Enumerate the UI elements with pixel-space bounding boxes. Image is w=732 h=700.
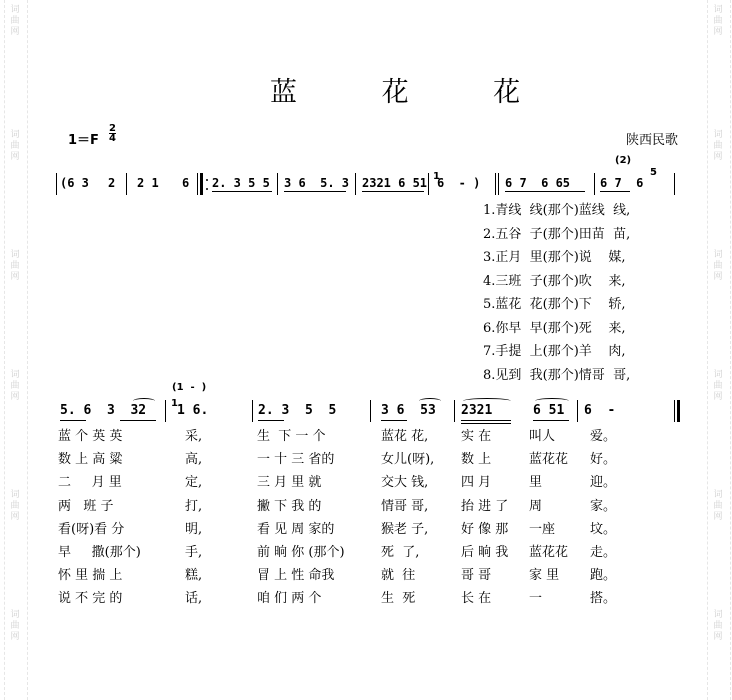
verse-tail-segment: 家 里 xyxy=(529,568,560,584)
verse-tail-segment: 里 xyxy=(529,475,543,491)
barline xyxy=(370,400,371,422)
verse-tail-segment: 女儿(呀), xyxy=(381,452,435,468)
end-bar-thin xyxy=(674,400,675,422)
verse-tail-segment: 冒 上 性 命我 xyxy=(257,568,335,584)
verse-tail-segment: 交大 钱, xyxy=(381,475,429,491)
slur xyxy=(133,398,155,404)
verse-tail-segment: 数 上 高 粱 xyxy=(58,452,123,468)
verse-head-line: 2.五谷 子(那个)田苗 苗, xyxy=(483,226,631,242)
watermark-text: 词 曲 网 xyxy=(10,250,20,282)
watermark-text: 词 曲 网 xyxy=(10,130,20,162)
slur xyxy=(419,398,441,404)
beam xyxy=(533,420,569,421)
beam xyxy=(258,420,284,421)
verse-tail-segment: 糕, xyxy=(185,568,203,584)
verse-tail-segment: 哥 哥 xyxy=(461,568,492,584)
verse-tail-segment: 生 死 xyxy=(381,591,416,607)
watermark-text: 词 曲 网 xyxy=(10,370,20,402)
verse-tail-segment: 蓝花花 xyxy=(529,545,569,560)
beam xyxy=(505,191,585,192)
verse-tail-segment: 长 在 xyxy=(461,591,492,607)
watermark-text: 词 曲 网 xyxy=(713,5,723,37)
verse-tail-segment: 周 xyxy=(529,498,543,514)
melody-note-row2-1: 5. 6 3 32 xyxy=(60,403,147,418)
intro-note-6: 3 6 5. 3 xyxy=(284,176,350,190)
tempo-mark: 1 xyxy=(433,171,440,182)
barline xyxy=(277,173,278,195)
verse-head-line: 8.见到 我(那个)情哥 哥, xyxy=(483,367,631,383)
verse-tail-segment: 采, xyxy=(185,429,203,444)
time-signature-numerator: 2 xyxy=(109,123,116,134)
barline xyxy=(165,400,166,422)
verse-tail-segment: 高, xyxy=(185,452,203,468)
verse-tail-segment: 撇 下 我 的 xyxy=(257,498,322,514)
verse-tail-segment: 定, xyxy=(185,475,203,491)
barline xyxy=(498,173,499,195)
repeat-dot xyxy=(206,179,208,181)
verse-tail-segment: 蓝花 花, xyxy=(381,429,429,444)
barline xyxy=(355,173,356,195)
beam xyxy=(212,191,272,192)
beam xyxy=(362,191,424,192)
verse-tail-segment: 打, xyxy=(185,498,203,514)
verse-tail-segment: 话, xyxy=(185,591,203,607)
verse-tail-segment: 看(呀)看 分 xyxy=(58,521,125,537)
bracket-mark: (2) xyxy=(615,155,632,166)
verse-tail-segment: 搭。 xyxy=(590,591,617,607)
verse-tail-segment: 手, xyxy=(185,545,203,560)
verse-tail-segment: 走。 xyxy=(590,545,617,560)
barline xyxy=(252,400,253,422)
verse-tail-segment: 说 不 完 的 xyxy=(58,591,123,607)
beam xyxy=(381,420,407,421)
verse-tail-segment: 一 十 三 省的 xyxy=(257,452,335,468)
verse-tail-segment: 两 班 子 xyxy=(58,498,114,514)
watermark-text: 词 曲 网 xyxy=(10,610,20,642)
verse-head-line: 7.手提 上(那个)羊 肉, xyxy=(483,344,626,359)
verse-tail-segment: 生 下 一 个 xyxy=(257,429,326,444)
verse-tail-segment: 迎。 xyxy=(590,475,617,491)
left-watermark-strip xyxy=(4,0,28,700)
beam xyxy=(284,191,346,192)
verse-tail-segment: 叫人 xyxy=(529,429,556,444)
melody-note-row2-3: 2. 3 5 5 xyxy=(258,403,337,418)
verse-tail-segment: 爱。 xyxy=(590,429,617,444)
verse-tail-segment: 死 了, xyxy=(381,545,420,560)
intro-note-4: 6 xyxy=(182,176,190,190)
verse-tail-segment: 实 在 xyxy=(461,429,492,444)
verse-tail-segment: 跑。 xyxy=(590,568,617,584)
verse-tail-segment: 蓝花花 xyxy=(529,452,569,468)
watermark-text: 词 曲 网 xyxy=(713,610,723,642)
end-bar-thick xyxy=(677,400,680,422)
verse-tail-segment: 就 往 xyxy=(381,568,416,584)
verse-head-line: 6.你早 早(那个)死 来, xyxy=(483,320,626,336)
slur xyxy=(535,398,569,404)
verse-tail-segment: 蓝 个 英 英 xyxy=(58,429,123,444)
verse-tail-segment: 家。 xyxy=(590,498,617,514)
grace-note: 5 xyxy=(650,167,657,178)
beam xyxy=(600,191,630,192)
tempo-mark: 1 xyxy=(171,398,178,409)
volta-mark: (1 - ) xyxy=(172,382,207,393)
verse-head-line: 1.青线 线(那个)蓝线 线, xyxy=(483,203,631,218)
watermark-text: 词 曲 网 xyxy=(713,250,723,282)
intro-note-8: 6 - ) xyxy=(437,176,481,190)
verse-tail-segment: 四 月 xyxy=(461,475,492,491)
verse-tail-segment: 抬 进 了 xyxy=(461,498,509,514)
intro-note-1: (6 3 xyxy=(60,176,89,190)
verse-tail-segment: 一 xyxy=(529,591,543,607)
beam xyxy=(461,423,511,424)
verse-tail-segment: 怀 里 揣 上 xyxy=(58,568,123,584)
melody-note-1: 6 7 6 65 xyxy=(505,176,571,190)
song-title: 蓝 花 花 xyxy=(270,77,559,108)
melody-note-2: 6 7 6 xyxy=(600,176,644,190)
verse-tail-segment: 三 月 里 就 xyxy=(257,475,322,491)
verse-head-line: 3.正月 里(那个)说 媒, xyxy=(483,250,626,265)
slur xyxy=(463,398,511,404)
verse-head-line: 4.三班 子(那个)吹 来, xyxy=(483,273,626,289)
verse-tail-segment: 咱 们 两 个 xyxy=(257,591,322,607)
barline xyxy=(126,173,127,195)
verse-tail-segment: 好 像 那 xyxy=(461,521,509,537)
time-signature xyxy=(109,124,116,143)
melody-note-row2-4: 3 6 53 xyxy=(381,403,436,418)
intro-note-5: 2. 3 5 5 xyxy=(212,176,270,190)
intro-note-2: 2 xyxy=(108,176,116,190)
intro-note-3: 2 1 xyxy=(137,176,159,190)
verse-tail-segment: 情哥 哥, xyxy=(381,498,429,514)
melody-note-row2-5: 2321 xyxy=(461,403,493,418)
verse-tail-segment: 一座 xyxy=(529,521,556,537)
verse-tail-segment: 后 晌 我 xyxy=(461,545,509,560)
melody-note-row2-7: 6 - xyxy=(584,403,616,418)
repeat-bar-thick xyxy=(200,173,203,195)
key-signature: 1＝F xyxy=(68,133,99,148)
right-watermark-strip xyxy=(707,0,731,700)
verse-tail-segment: 坟。 xyxy=(590,521,617,537)
repeat-bar-thin xyxy=(197,173,198,195)
barline xyxy=(577,400,578,422)
beam xyxy=(461,420,511,421)
barline xyxy=(495,173,496,195)
watermark-text: 词 曲 网 xyxy=(10,490,20,522)
melody-note-row2-2: 1 6. xyxy=(177,403,209,418)
watermark-text: 词 曲 网 xyxy=(713,370,723,402)
verse-tail-segment: 看 见 周 家的 xyxy=(257,521,335,537)
beam xyxy=(60,420,86,421)
barline xyxy=(428,173,429,195)
time-signature-denominator: 4 xyxy=(109,133,116,144)
verse-tail-segment: 早 撒(那个) xyxy=(58,545,141,560)
verse-tail-segment: 数 上 xyxy=(461,452,492,468)
barline xyxy=(454,400,455,422)
staff-start-bar xyxy=(56,173,57,195)
verse-tail-segment: 好。 xyxy=(590,452,617,468)
beam xyxy=(120,420,156,421)
verse-head-line: 5.蓝花 花(那个)下 轿, xyxy=(483,297,626,312)
watermark-text: 词 曲 网 xyxy=(10,5,20,37)
repeat-dot xyxy=(206,188,208,190)
verse-tail-segment: 前 晌 你 (那个) xyxy=(257,545,345,560)
intro-note-7: 2321 6 51 xyxy=(362,176,428,190)
barline xyxy=(674,173,675,195)
watermark-text: 词 曲 网 xyxy=(713,130,723,162)
song-source: 陕西民歌 xyxy=(626,133,679,148)
verse-tail-segment: 二 月 里 xyxy=(58,475,122,491)
verse-tail-segment: 明, xyxy=(185,521,203,537)
verse-tail-segment: 猴老 子, xyxy=(381,521,429,537)
barline xyxy=(594,173,595,195)
melody-note-row2-6: 6 51 xyxy=(533,403,565,418)
watermark-text: 词 曲 网 xyxy=(713,490,723,522)
